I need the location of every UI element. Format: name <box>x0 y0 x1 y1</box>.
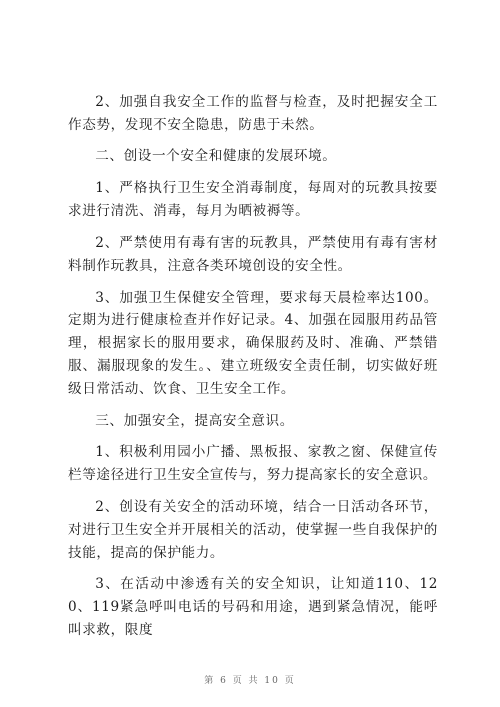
page-number: 第 6 页 共 10 页 <box>204 676 296 686</box>
paragraph: 2、创设有关安全的活动环境，结合一日活动各环节，对进行卫生安全并开展相关的活动，使掌握一些自我保护的技能，提高的保护能力。 <box>68 498 438 561</box>
paragraph: 3、加强卫生保健安全管理，要求每天晨检率达100。定期为进行健康检查并作好记录。4、加强在园服用药品管理，根据家长的服用要求，确保服药及时、准确、严禁错服、漏服现象的发生。、建立班级安全责任制，切实做好班级日常活动、饮食、卫生安全工作。 <box>68 289 438 397</box>
paragraph: 2、加强自我安全工作的监督与检查，及时把握安全工作态势，发现不安全隐患，防患于未然。 <box>68 94 438 133</box>
document-body <box>68 91 438 642</box>
paragraph: 3、在活动中渗透有关的安全知识，让知道110、120、119紧急呼叫电话的号码和用途，遇到紧急情况，能呼叫求救，限度 <box>68 576 438 638</box>
section-heading: 三、加强安全，提高安全意识。 <box>95 412 294 429</box>
paragraph: 2、严禁使用有毒有害的玩教具，严禁使用有毒有害材料制作玩教具，注意各类环境创设的安全性。 <box>68 234 438 274</box>
paragraph: 1、积极利用园小广播、黑板报、家教之窗、保健宣传栏等途径进行卫生安全宣传与，努力提高家长的安全意识。 <box>68 444 438 484</box>
paragraph: 1、严格执行卫生安全消毒制度，每周对的玩教具按要求进行清洗、消毒，每月为晒被褥等。 <box>68 180 438 220</box>
section-heading: 二、创设一个安全和健康的发展环境。 <box>95 147 337 164</box>
